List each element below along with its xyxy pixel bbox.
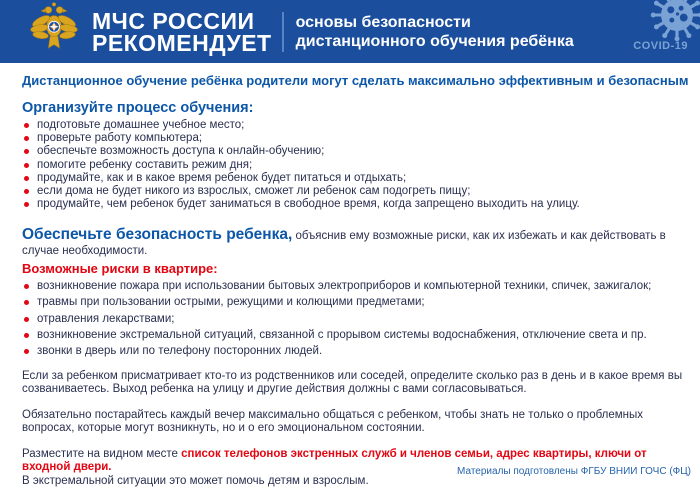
bullet-dot-icon (24, 317, 29, 322)
process-heading: Организуйте процесс обучения: (22, 100, 254, 116)
bullet-dot-icon (24, 163, 29, 168)
bullet-dot-icon (24, 333, 29, 338)
list-item-text: продумайте, как и в какое время ребенок будет питаться и отдыхать; (37, 171, 407, 184)
brand-title (92, 7, 272, 56)
brand-line2: РЕКОМЕНДУЕТ (92, 29, 272, 56)
bullet-dot-icon (24, 176, 29, 181)
emergency-end: В экстремальной ситуации это может помочь детям и взрослым. (22, 474, 369, 487)
bullet-dot-icon (24, 202, 29, 207)
list-item (22, 280, 690, 293)
list-item-text: продумайте, чем ребенок будет заниматься в свободное время, когда запрещено выходить на улицу. (37, 198, 580, 211)
bullet-dot-icon (24, 300, 29, 305)
bullet-dot-icon (24, 136, 29, 141)
list-item (22, 185, 690, 198)
list-item (22, 132, 690, 145)
footer-credit: Материалы подготовлены ФГБУ ВНИИ ГОЧС (ФЦ) (457, 466, 691, 477)
list-item-text: если дома не будет никого из взрослых, сможет ли ребенок сам подогреть пищу; (37, 184, 471, 197)
header-divider (282, 12, 284, 52)
safety-heading-bold: Обеспечьте безопасность ребенка, (22, 225, 293, 243)
list-item (22, 119, 690, 132)
bullet-dot-icon (24, 123, 29, 128)
list-item (22, 159, 690, 172)
risks-heading: Возможные риски в квартире: (22, 260, 218, 276)
list-item (22, 313, 690, 326)
mchs-emblem-icon (26, 0, 82, 63)
paragraph-supervision: Если за ребенком присматривает кто-то из родственников или соседей, определите сколько раз в день и в какое время вы созваниваетесь. Выход ребенка на улицу и другие действия должны с вами согласовываться. (22, 369, 683, 396)
list-item (22, 172, 690, 185)
bullet-dot-icon (24, 284, 29, 289)
covid-label: COVID-19 (633, 40, 688, 52)
list-item-text: возникновение экстремальной ситуаций, связанной с прорывом системы водоснабжения, отключение света и пр. (37, 328, 647, 341)
safety-heading (22, 227, 690, 259)
subtitle-line2: дистанционного обучения ребёнка (295, 32, 574, 50)
list-item (22, 296, 690, 309)
list-item (22, 345, 690, 358)
header-subtitle (296, 13, 574, 51)
list-item-text: обеспечьте возможность доступа к онлайн-обучению; (37, 145, 325, 158)
safety-heading-rest: объяснив ему возможные риски, как их избежать и как действовать в случае необходимости. (22, 229, 666, 257)
process-list (22, 119, 690, 211)
list-item-text: травмы при пользовании острыми, режущими и колющими предметами; (37, 296, 425, 309)
emergency-start: Разместите на видном месте (22, 447, 182, 460)
intro-text: Дистанционное обучение ребёнка родители могут сделать максимально эффективным и безопасным (22, 73, 689, 88)
bullet-dot-icon (24, 149, 29, 154)
list-item-text: проверьте работу компьютера; (37, 132, 203, 145)
subtitle-line1: основы безопасности (295, 13, 471, 31)
bullet-dot-icon (24, 349, 29, 354)
brand-line1: МЧС РОССИИ (92, 7, 255, 34)
list-item (22, 198, 690, 211)
list-item-text: подготовьте домашнее учебное место; (37, 119, 245, 131)
list-item (22, 145, 690, 158)
content (0, 73, 700, 488)
list-item-text: отравления лекарствами; (37, 312, 175, 325)
covid-badge (590, 0, 700, 63)
header (0, 0, 700, 63)
list-item (22, 329, 690, 342)
paragraph-communication: Обязательно постарайтесь каждый вечер максимально общаться с ребенком, чтобы знать не только о проблемных вопросах, которые могут возникнуть, но и о его эмоциональном состоянии. (22, 408, 644, 435)
bullet-dot-icon (24, 189, 29, 194)
list-item-text: возникновение пожара при использовании бытовых электроприборов и компьютерной техники, спичек, зажигалок; (37, 279, 652, 292)
risks-list (22, 280, 690, 358)
list-item-text: звонки в дверь или по телефону посторонних людей. (37, 345, 323, 358)
list-item-text: помогите ребенку составить режим дня; (37, 158, 253, 171)
emergency-highlight: список телефонов экстренных служб и членов семьи, адрес квартиры, ключи от входной двери. (22, 447, 647, 474)
